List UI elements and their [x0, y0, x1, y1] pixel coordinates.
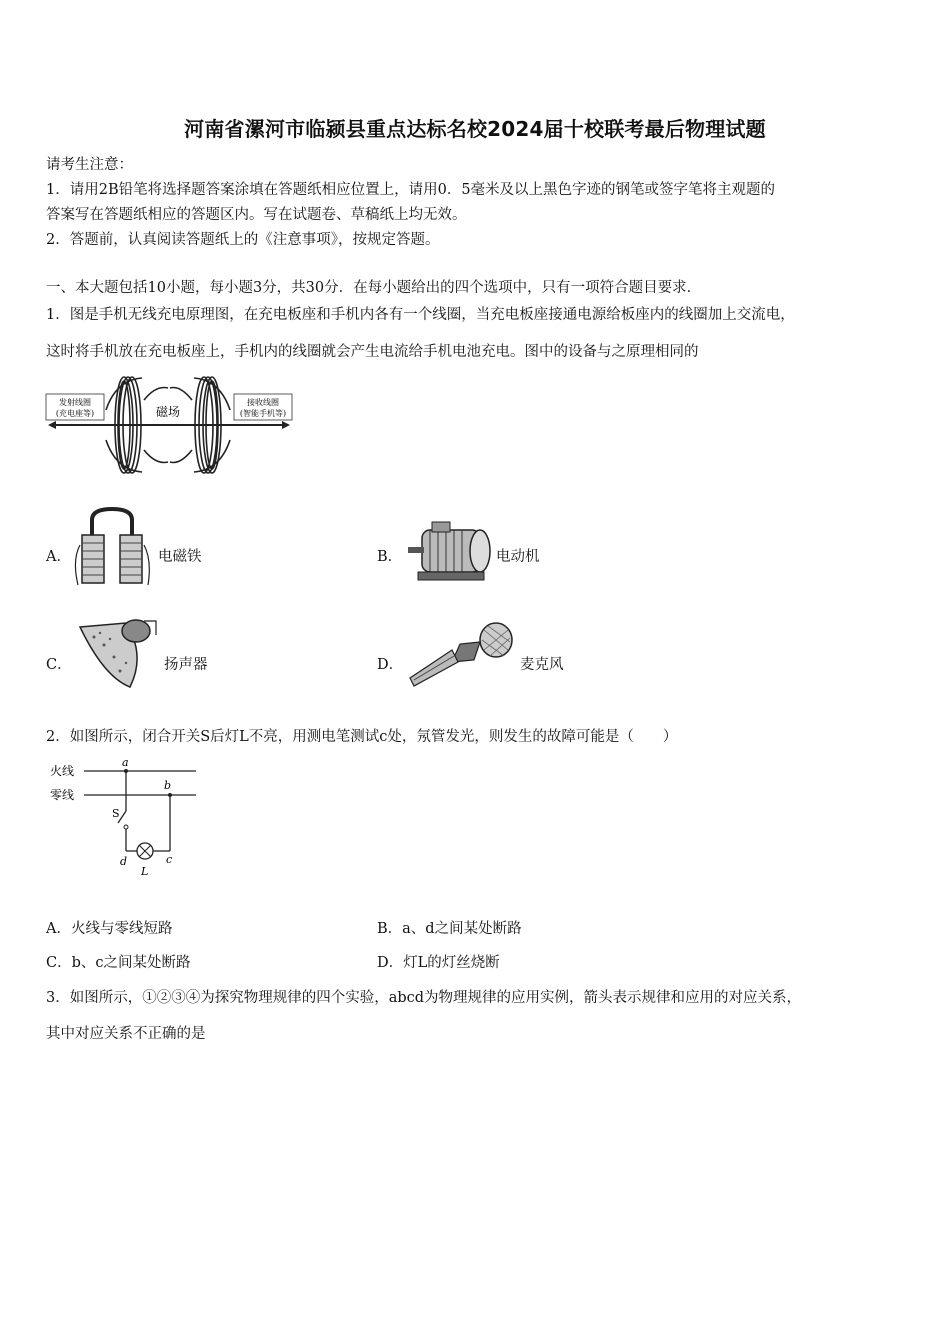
q1-stem-line-1: 1．图是手机无线充电原理图，在充电板座和手机内各有一个线圈，当充电板座接通电源给板座内的线圈加上交流电，	[46, 307, 795, 323]
q2-option-d-letter: D．	[377, 955, 404, 971]
q1-stem-line-2: 这时将手机放在充电板座上，手机内的线圈就会产生电流给手机电池充电。图中的设备与之原理相同的	[46, 344, 699, 360]
q2-option-b-text: a、d之间某处断路	[402, 921, 522, 937]
speaker-icon	[74, 615, 160, 691]
q2-option-d[interactable]	[377, 951, 500, 972]
q2-option-a-text: 火线与零线短路	[70, 921, 173, 937]
notice-item-1-line-2: 答案写在答题纸相应的答题区内。写在试题卷、草稿纸上均无效。	[46, 207, 467, 223]
notice-item-2: 2．答题前，认真阅读答题纸上的《注意事项》，按规定答题。	[46, 232, 440, 248]
q2-option-a[interactable]	[46, 917, 172, 938]
q2-option-c-text: b、c之间某处断路	[71, 955, 191, 971]
q1-option-d-label: 麦克风	[520, 657, 564, 673]
page-title: 河南省漯河市临颍县重点达标名校2024届十校联考最后物理试题	[184, 117, 766, 141]
electromagnet-icon	[72, 505, 152, 590]
q2-stem: 2．如图所示，闭合开关S后灯L不亮，用测电笔测试c处，氖管发光，则发生的故障可能是（ ）	[46, 729, 678, 745]
q2-option-a-letter: A．	[46, 921, 71, 937]
q1-option-b-letter[interactable]: B．	[377, 549, 403, 565]
coil-label-phone: (智能手机等)	[239, 409, 287, 418]
q1-option-a-label: 电磁铁	[158, 549, 202, 565]
q1-option-c-letter[interactable]: C．	[46, 657, 72, 673]
magnetic-field-label: 磁场	[155, 405, 181, 419]
q3-stem-line-1: 3．如图所示，①②③④为探究物理规律的四个实验，abcd为物理规律的应用实例，箭头表示规律和应用的对应关系，	[46, 990, 802, 1006]
point-c-label: c	[166, 853, 173, 866]
point-d-label: d	[120, 855, 128, 868]
q1-option-c-label: 扬声器	[164, 657, 208, 673]
point-b-label: b	[164, 779, 172, 792]
coil-label-transmit: 发射线圈	[59, 398, 91, 407]
q1-option-a-letter[interactable]: A．	[46, 549, 71, 565]
switch-label: S	[112, 807, 120, 820]
lamp-label: L	[141, 865, 149, 878]
coil-label-charger: (充电座等)	[55, 409, 95, 418]
q2-option-c[interactable]	[46, 951, 191, 972]
q2-option-b[interactable]	[377, 917, 522, 938]
section-heading: 一、本大题包括10小题，每小题3分，共30分．在每小题给出的四个选项中，只有一项符合题目要求．	[46, 280, 702, 296]
notice-heading: 请考生注意：	[46, 157, 133, 173]
neutral-wire-label: 零线	[50, 788, 75, 802]
q2-option-d-text: 灯L的灯丝烧断	[403, 955, 500, 971]
microphone-icon	[404, 620, 516, 692]
point-a-label: a	[122, 756, 129, 769]
coil-label-receive: 接收线圈	[247, 398, 279, 407]
q2-option-c-letter: C．	[46, 955, 72, 971]
q2-circuit-figure	[46, 755, 201, 883]
q1-wireless-charging-figure	[44, 370, 294, 475]
live-wire-label: 火线	[50, 764, 75, 778]
q2-option-b-letter: B．	[377, 921, 403, 937]
q3-stem-line-2: 其中对应关系不正确的是	[46, 1026, 206, 1042]
notice-item-1-line-1: 1．请用2B铅笔将选择题答案涂填在答题纸相应位置上，请用0．5毫米及以上黑色字迹的钢笔或签字笔将主观题的	[46, 182, 776, 198]
q1-option-d-letter[interactable]: D．	[377, 657, 404, 673]
q1-option-b-label: 电动机	[496, 549, 540, 565]
motor-icon	[404, 520, 496, 586]
